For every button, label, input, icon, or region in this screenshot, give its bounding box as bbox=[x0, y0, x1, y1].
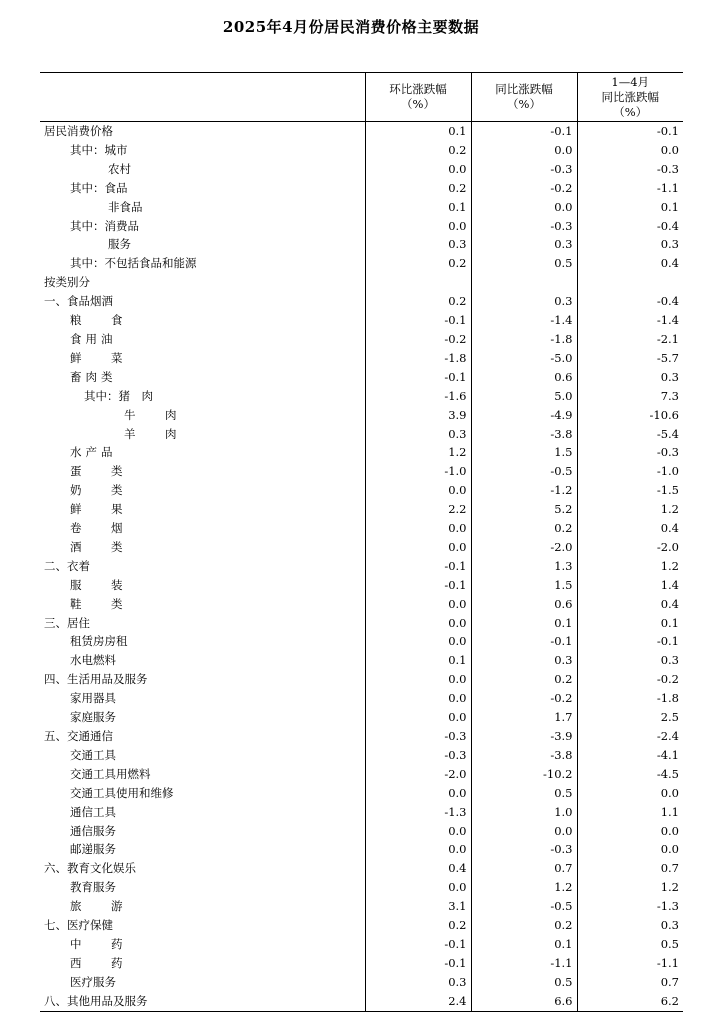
row-mom-value: -2.0 bbox=[365, 765, 471, 784]
table-row bbox=[40, 727, 683, 746]
row-ytd-value: -1.4 bbox=[577, 311, 683, 330]
row-mom-value bbox=[365, 273, 471, 292]
row-yoy-value: 0.7 bbox=[471, 859, 577, 878]
table-row bbox=[40, 462, 683, 481]
category-text: 其中：城市 bbox=[70, 142, 128, 157]
row-mom-value: -0.1 bbox=[365, 368, 471, 387]
row-category-label bbox=[40, 878, 365, 897]
row-yoy-value: 5.0 bbox=[471, 387, 577, 406]
row-yoy-value: 0.3 bbox=[471, 651, 577, 670]
row-category-label bbox=[40, 708, 365, 727]
row-yoy-value: 0.0 bbox=[471, 198, 577, 217]
row-ytd-value: 0.0 bbox=[577, 840, 683, 859]
row-mom-value: 0.0 bbox=[365, 784, 471, 803]
row-mom-value: 0.0 bbox=[365, 840, 471, 859]
category-text: 畜肉类 bbox=[70, 369, 117, 384]
row-ytd-value: 0.1 bbox=[577, 198, 683, 217]
table-row bbox=[40, 595, 683, 614]
row-ytd-value: 1.2 bbox=[577, 878, 683, 897]
table-row bbox=[40, 614, 683, 633]
row-category-label bbox=[40, 803, 365, 822]
row-mom-value: 0.0 bbox=[365, 670, 471, 689]
category-text: 五、交通通信 bbox=[44, 729, 113, 743]
category-text: 其中：消费品 bbox=[70, 218, 139, 233]
table-row bbox=[40, 689, 683, 708]
table-row bbox=[40, 576, 683, 595]
row-yoy-value: 1.2 bbox=[471, 878, 577, 897]
row-mom-value: 0.2 bbox=[365, 916, 471, 935]
header-mom-cell bbox=[365, 73, 471, 122]
category-text: 服 装 bbox=[70, 577, 132, 592]
row-ytd-value: -0.2 bbox=[577, 670, 683, 689]
row-mom-value: 2.4 bbox=[365, 992, 471, 1011]
table-row bbox=[40, 651, 683, 670]
row-category-label bbox=[40, 330, 365, 349]
category-text: 教育服务 bbox=[70, 880, 116, 895]
row-ytd-value: 1.4 bbox=[577, 576, 683, 595]
row-category-label bbox=[40, 443, 365, 462]
row-mom-value: 0.2 bbox=[365, 179, 471, 198]
category-text: 酒 类 bbox=[70, 539, 132, 554]
row-mom-value: 1.2 bbox=[365, 443, 471, 462]
row-mom-value: 0.2 bbox=[365, 141, 471, 160]
row-mom-value: -0.3 bbox=[365, 727, 471, 746]
category-text: 其中：食品 bbox=[70, 180, 128, 195]
table-row bbox=[40, 765, 683, 784]
table-row bbox=[40, 954, 683, 973]
table-row bbox=[40, 217, 683, 236]
table-row bbox=[40, 973, 683, 992]
row-ytd-value: 0.5 bbox=[577, 935, 683, 954]
row-category-label bbox=[40, 557, 365, 576]
table-row bbox=[40, 443, 683, 462]
row-ytd-value: 0.7 bbox=[577, 859, 683, 878]
category-text: 农村 bbox=[108, 161, 131, 176]
category-text: 二、衣着 bbox=[44, 558, 90, 573]
table-row bbox=[40, 840, 683, 859]
category-text: 医疗服务 bbox=[70, 974, 116, 989]
row-yoy-value: 0.1 bbox=[471, 935, 577, 954]
category-text: 邮递服务 bbox=[70, 842, 116, 857]
row-ytd-value: 1.2 bbox=[577, 557, 683, 576]
row-yoy-value: -0.5 bbox=[471, 897, 577, 916]
row-mom-value: 0.3 bbox=[365, 973, 471, 992]
row-category-label bbox=[40, 538, 365, 557]
table-row bbox=[40, 179, 683, 198]
row-ytd-value bbox=[577, 273, 683, 292]
table-row bbox=[40, 198, 683, 217]
row-yoy-value: 0.6 bbox=[471, 368, 577, 387]
row-mom-value: 3.1 bbox=[365, 897, 471, 916]
row-ytd-value: 0.4 bbox=[577, 519, 683, 538]
row-ytd-value: -1.1 bbox=[577, 954, 683, 973]
row-ytd-value: -1.3 bbox=[577, 897, 683, 916]
row-mom-value: 0.0 bbox=[365, 519, 471, 538]
row-category-label bbox=[40, 179, 365, 198]
category-text: 按类别分 bbox=[44, 275, 90, 290]
table-row bbox=[40, 670, 683, 689]
row-yoy-value: -0.5 bbox=[471, 462, 577, 481]
row-category-label bbox=[40, 349, 365, 368]
row-yoy-value: 0.2 bbox=[471, 916, 577, 935]
row-mom-value: 0.0 bbox=[365, 878, 471, 897]
row-ytd-value: 2.5 bbox=[577, 708, 683, 727]
row-yoy-value: -2.0 bbox=[471, 538, 577, 557]
row-mom-value: 0.1 bbox=[365, 198, 471, 217]
category-text: 鲜 果 bbox=[70, 502, 132, 517]
row-mom-value: 0.0 bbox=[365, 481, 471, 500]
table-row bbox=[40, 557, 683, 576]
row-ytd-value: 0.4 bbox=[577, 595, 683, 614]
row-ytd-value: -5.4 bbox=[577, 425, 683, 444]
row-ytd-value: -1.1 bbox=[577, 179, 683, 198]
table-row bbox=[40, 822, 683, 841]
header-mom-unit: （%） bbox=[401, 97, 435, 111]
table-row bbox=[40, 878, 683, 897]
category-text: 其中：不包括食品和能源 bbox=[70, 256, 197, 271]
category-text: 通信服务 bbox=[70, 823, 116, 838]
table-row bbox=[40, 425, 683, 444]
category-text: 三、居住 bbox=[44, 615, 90, 630]
table-row bbox=[40, 897, 683, 916]
header-yoy-cell bbox=[471, 73, 577, 122]
table-body bbox=[40, 122, 683, 1012]
category-text: 蛋 类 bbox=[70, 464, 132, 479]
row-category-label bbox=[40, 973, 365, 992]
row-mom-value: 0.0 bbox=[365, 614, 471, 633]
row-yoy-value bbox=[471, 273, 577, 292]
category-text: 旅 游 bbox=[70, 899, 132, 914]
row-yoy-value: 0.1 bbox=[471, 614, 577, 633]
row-yoy-value: 0.3 bbox=[471, 292, 577, 311]
table-row bbox=[40, 859, 683, 878]
row-mom-value: 0.0 bbox=[365, 822, 471, 841]
row-category-label bbox=[40, 462, 365, 481]
category-text: 鲜 菜 bbox=[70, 350, 132, 365]
table-row bbox=[40, 519, 683, 538]
row-mom-value: 0.0 bbox=[365, 708, 471, 727]
row-category-label bbox=[40, 198, 365, 217]
row-yoy-value: -5.0 bbox=[471, 349, 577, 368]
category-text: 卷 烟 bbox=[70, 521, 132, 536]
row-mom-value: -0.3 bbox=[365, 746, 471, 765]
header-ytd-cell bbox=[577, 73, 683, 122]
category-text: 西 药 bbox=[70, 955, 132, 970]
row-mom-value: -0.1 bbox=[365, 576, 471, 595]
row-category-label bbox=[40, 651, 365, 670]
row-mom-value: -1.6 bbox=[365, 387, 471, 406]
row-yoy-value: -0.2 bbox=[471, 179, 577, 198]
row-yoy-value: 1.5 bbox=[471, 576, 577, 595]
header-yoy-label: 同比涨跌幅 bbox=[495, 82, 553, 96]
category-text: 水电燃料 bbox=[70, 653, 116, 668]
row-yoy-value: -0.3 bbox=[471, 840, 577, 859]
row-ytd-value: -5.7 bbox=[577, 349, 683, 368]
row-ytd-value: 0.0 bbox=[577, 141, 683, 160]
table-row bbox=[40, 349, 683, 368]
category-text: 中 药 bbox=[70, 936, 132, 951]
row-category-label bbox=[40, 406, 365, 425]
row-mom-value: -1.3 bbox=[365, 803, 471, 822]
row-category-label bbox=[40, 689, 365, 708]
row-category-label bbox=[40, 954, 365, 973]
row-yoy-value: -3.8 bbox=[471, 746, 577, 765]
row-mom-value: -1.8 bbox=[365, 349, 471, 368]
header-category-cell bbox=[40, 73, 365, 122]
row-mom-value: 0.0 bbox=[365, 160, 471, 179]
row-category-label bbox=[40, 273, 365, 292]
header-yoy-unit: （%） bbox=[507, 97, 541, 111]
category-text: 服务 bbox=[108, 237, 131, 252]
category-text: 交通工具用燃料 bbox=[70, 766, 151, 781]
row-category-label bbox=[40, 670, 365, 689]
row-mom-value: 0.0 bbox=[365, 217, 471, 236]
row-yoy-value: 1.7 bbox=[471, 708, 577, 727]
row-yoy-value: -1.4 bbox=[471, 311, 577, 330]
row-yoy-value: 0.0 bbox=[471, 141, 577, 160]
row-ytd-value: -2.4 bbox=[577, 727, 683, 746]
row-category-label bbox=[40, 425, 365, 444]
row-category-label bbox=[40, 840, 365, 859]
row-yoy-value: 0.5 bbox=[471, 254, 577, 273]
table-row bbox=[40, 368, 683, 387]
row-mom-value: 0.0 bbox=[365, 595, 471, 614]
row-mom-value: -1.0 bbox=[365, 462, 471, 481]
row-ytd-value: 1.1 bbox=[577, 803, 683, 822]
category-text: 一、食品烟酒 bbox=[44, 294, 113, 309]
page-title: 2025年4月份居民消费价格主要数据 bbox=[222, 18, 480, 36]
category-text: 鞋 类 bbox=[70, 596, 132, 611]
row-category-label bbox=[40, 576, 365, 595]
row-yoy-value: -1.8 bbox=[471, 330, 577, 349]
row-yoy-value: -0.3 bbox=[471, 217, 577, 236]
row-ytd-value: 0.7 bbox=[577, 973, 683, 992]
table-row bbox=[40, 746, 683, 765]
row-ytd-value: 0.0 bbox=[577, 822, 683, 841]
header-ytd-period: 1—4月 bbox=[611, 74, 650, 89]
row-yoy-value: -1.2 bbox=[471, 481, 577, 500]
row-category-label bbox=[40, 859, 365, 878]
row-yoy-value: 0.0 bbox=[471, 822, 577, 841]
cpi-data-table bbox=[40, 72, 683, 1012]
row-mom-value: 0.4 bbox=[365, 859, 471, 878]
row-ytd-value: -10.6 bbox=[577, 406, 683, 425]
category-text: 其中：猪 肉 bbox=[84, 388, 153, 403]
row-category-label bbox=[40, 897, 365, 916]
row-yoy-value: 1.3 bbox=[471, 557, 577, 576]
row-ytd-value: -1.8 bbox=[577, 689, 683, 708]
row-mom-value: 3.9 bbox=[365, 406, 471, 425]
row-mom-value: 0.2 bbox=[365, 254, 471, 273]
row-mom-value: -0.1 bbox=[365, 557, 471, 576]
row-category-label bbox=[40, 784, 365, 803]
row-ytd-value: -0.1 bbox=[577, 632, 683, 651]
row-category-label bbox=[40, 387, 365, 406]
row-category-label bbox=[40, 746, 365, 765]
row-category-label bbox=[40, 935, 365, 954]
row-yoy-value: 5.2 bbox=[471, 500, 577, 519]
row-category-label bbox=[40, 160, 365, 179]
row-category-label bbox=[40, 122, 365, 141]
row-category-label bbox=[40, 727, 365, 746]
category-text: 交通工具 bbox=[70, 747, 116, 762]
row-yoy-value: -10.2 bbox=[471, 765, 577, 784]
category-text: 通信工具 bbox=[70, 804, 116, 819]
row-category-label bbox=[40, 254, 365, 273]
category-text: 居民消费价格 bbox=[44, 124, 113, 138]
row-ytd-value: 0.3 bbox=[577, 916, 683, 935]
row-mom-value: 2.2 bbox=[365, 500, 471, 519]
row-ytd-value: -0.1 bbox=[577, 122, 683, 141]
table-row bbox=[40, 538, 683, 557]
table-row bbox=[40, 708, 683, 727]
row-ytd-value: 0.3 bbox=[577, 235, 683, 254]
row-ytd-value: 0.3 bbox=[577, 368, 683, 387]
row-category-label bbox=[40, 481, 365, 500]
row-ytd-value: 0.1 bbox=[577, 614, 683, 633]
row-mom-value: 0.3 bbox=[365, 235, 471, 254]
category-text: 水产品 bbox=[70, 445, 117, 460]
row-category-label bbox=[40, 368, 365, 387]
row-ytd-value: -0.4 bbox=[577, 292, 683, 311]
category-text: 四、生活用品及服务 bbox=[44, 672, 148, 687]
row-yoy-value: -4.9 bbox=[471, 406, 577, 425]
row-mom-value: 0.2 bbox=[365, 292, 471, 311]
row-ytd-value: 0.0 bbox=[577, 784, 683, 803]
row-mom-value: 0.0 bbox=[365, 632, 471, 651]
row-category-label bbox=[40, 632, 365, 651]
header-mom-label: 环比涨跌幅 bbox=[389, 82, 447, 96]
row-ytd-value: 0.4 bbox=[577, 254, 683, 273]
row-ytd-value: -0.3 bbox=[577, 160, 683, 179]
row-category-label bbox=[40, 822, 365, 841]
row-yoy-value: -3.9 bbox=[471, 727, 577, 746]
row-ytd-value: -4.5 bbox=[577, 765, 683, 784]
row-mom-value: 0.0 bbox=[365, 538, 471, 557]
row-yoy-value: 1.0 bbox=[471, 803, 577, 822]
row-ytd-value: -0.4 bbox=[577, 217, 683, 236]
category-text: 食用油 bbox=[70, 331, 117, 346]
row-category-label bbox=[40, 217, 365, 236]
table-row bbox=[40, 235, 683, 254]
row-mom-value: -0.1 bbox=[365, 954, 471, 973]
row-ytd-value: 7.3 bbox=[577, 387, 683, 406]
table-row bbox=[40, 406, 683, 425]
row-category-label bbox=[40, 311, 365, 330]
row-mom-value: 0.3 bbox=[365, 425, 471, 444]
row-yoy-value: -0.3 bbox=[471, 160, 577, 179]
header-ytd-label: 同比涨跌幅 bbox=[601, 89, 659, 104]
row-mom-value: -0.1 bbox=[365, 935, 471, 954]
row-category-label bbox=[40, 519, 365, 538]
row-category-label bbox=[40, 292, 365, 311]
table-row bbox=[40, 122, 683, 141]
row-yoy-value: -0.2 bbox=[471, 689, 577, 708]
table-row bbox=[40, 803, 683, 822]
category-text: 交通工具使用和维修 bbox=[70, 785, 174, 800]
row-mom-value: -0.1 bbox=[365, 311, 471, 330]
row-yoy-value: -1.1 bbox=[471, 954, 577, 973]
table-row bbox=[40, 481, 683, 500]
category-text: 七、医疗保健 bbox=[44, 918, 113, 933]
table-row bbox=[40, 254, 683, 273]
table-row bbox=[40, 992, 683, 1011]
row-yoy-value: 0.2 bbox=[471, 670, 577, 689]
row-ytd-value: 0.3 bbox=[577, 651, 683, 670]
category-text: 家庭服务 bbox=[70, 710, 116, 725]
category-text: 租赁房房租 bbox=[70, 634, 128, 649]
table-header-row bbox=[40, 73, 683, 122]
row-yoy-value: 0.6 bbox=[471, 595, 577, 614]
row-mom-value: 0.0 bbox=[365, 689, 471, 708]
row-yoy-value: 0.5 bbox=[471, 973, 577, 992]
row-category-label bbox=[40, 765, 365, 784]
row-ytd-value: -2.0 bbox=[577, 538, 683, 557]
table-row bbox=[40, 141, 683, 160]
row-yoy-value: 0.3 bbox=[471, 235, 577, 254]
table-row bbox=[40, 292, 683, 311]
header-ytd-unit: （%） bbox=[613, 104, 648, 119]
category-text: 八、其他用品及服务 bbox=[44, 993, 148, 1008]
row-yoy-value: 6.6 bbox=[471, 992, 577, 1011]
row-ytd-value: -0.3 bbox=[577, 443, 683, 462]
row-yoy-value: -0.1 bbox=[471, 632, 577, 651]
table-row bbox=[40, 160, 683, 179]
row-yoy-value: 0.5 bbox=[471, 784, 577, 803]
row-mom-value: -0.2 bbox=[365, 330, 471, 349]
table-row bbox=[40, 273, 683, 292]
row-ytd-value: -2.1 bbox=[577, 330, 683, 349]
row-ytd-value: -1.0 bbox=[577, 462, 683, 481]
row-ytd-value: 6.2 bbox=[577, 992, 683, 1011]
category-text: 牛 肉 bbox=[124, 407, 186, 422]
table-row bbox=[40, 500, 683, 519]
row-category-label bbox=[40, 992, 365, 1011]
row-category-label bbox=[40, 235, 365, 254]
row-category-label bbox=[40, 500, 365, 519]
row-yoy-value: 1.5 bbox=[471, 443, 577, 462]
table-row bbox=[40, 387, 683, 406]
row-ytd-value: 1.2 bbox=[577, 500, 683, 519]
row-mom-value: 0.1 bbox=[365, 122, 471, 141]
category-text: 羊 肉 bbox=[124, 426, 186, 441]
row-yoy-value: -0.1 bbox=[471, 122, 577, 141]
row-mom-value: 0.1 bbox=[365, 651, 471, 670]
category-text: 非食品 bbox=[108, 199, 143, 214]
row-category-label bbox=[40, 595, 365, 614]
category-text: 粮 食 bbox=[70, 313, 132, 328]
category-text: 家用器具 bbox=[70, 691, 116, 706]
row-yoy-value: -3.8 bbox=[471, 425, 577, 444]
row-category-label bbox=[40, 614, 365, 633]
table-row bbox=[40, 311, 683, 330]
row-yoy-value: 0.2 bbox=[471, 519, 577, 538]
category-text: 六、教育文化娱乐 bbox=[44, 861, 136, 876]
row-category-label bbox=[40, 916, 365, 935]
row-ytd-value: -1.5 bbox=[577, 481, 683, 500]
category-text: 奶 类 bbox=[70, 483, 132, 498]
table-row bbox=[40, 784, 683, 803]
table-row bbox=[40, 632, 683, 651]
row-category-label bbox=[40, 141, 365, 160]
table-row bbox=[40, 935, 683, 954]
row-ytd-value: -4.1 bbox=[577, 746, 683, 765]
table-row bbox=[40, 916, 683, 935]
table-row bbox=[40, 330, 683, 349]
